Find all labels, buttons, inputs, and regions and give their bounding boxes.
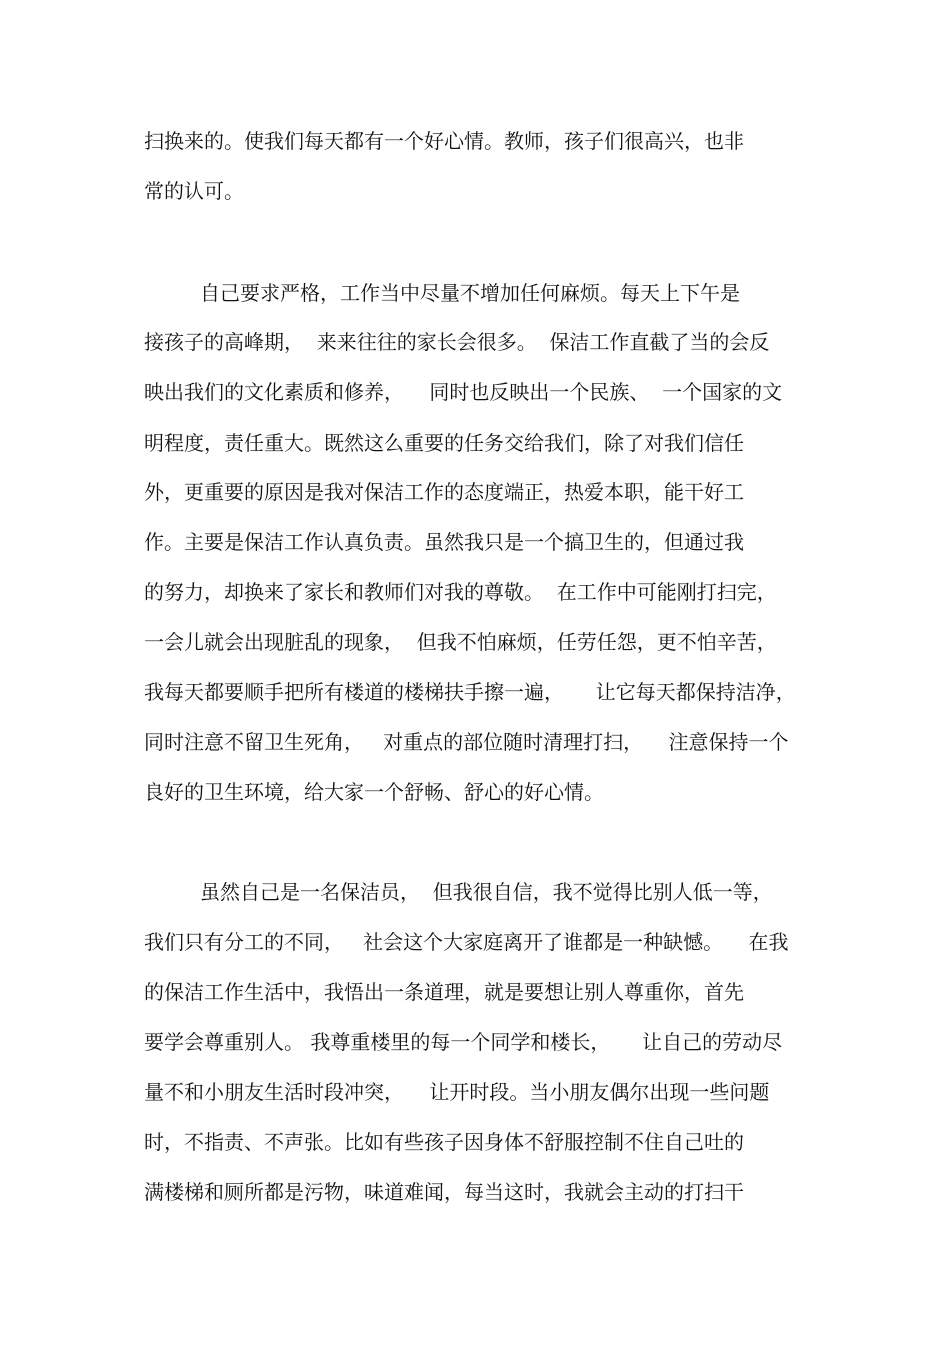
text-line: 同时注意不留卫生死角， 对重点的部位随时清理打扫， 注意保持一个: [144, 730, 789, 754]
text-line: 扫换来的。使我们每天都有一个好心情。教师，孩子们很高兴，也非: [144, 129, 744, 153]
text-line: 时，不指责、不声张。比如有些孩子因身体不舒服控制不住自己吐的: [144, 1130, 744, 1154]
text-line: 我每天都要顺手把所有楼道的楼梯扶手擦一遍， 让它每天都保持洁净，: [144, 680, 796, 704]
text-line: 良好的卫生环境，给大家一个舒畅、舒心的好心情。: [144, 780, 604, 804]
text-line: 常的认可。: [144, 179, 244, 203]
text-line: 映出我们的文化素质和修养， 同时也反映出一个民族、 一个国家的文: [144, 380, 783, 404]
text-line: 量不和小朋友生活时段冲突， 让开时段。当小朋友偶尔出现一些问题: [144, 1080, 770, 1104]
text-line: 接孩子的高峰期， 来来往往的家长会很多。 保洁工作直截了当的会反: [144, 330, 770, 354]
text-line: 要学会尊重别人。 我尊重楼里的每一个同学和楼长， 让自己的劳动尽: [144, 1030, 783, 1054]
text-line: 外，更重要的原因是我对保洁工作的态度端正，热爱本职，能干好工: [144, 480, 744, 504]
text-line: 自己要求严格，工作当中尽量不增加任何麻烦。每天上下午是: [200, 281, 740, 305]
text-line: 一会儿就会出现脏乱的现象， 但我不怕麻烦，任劳任怨，更不怕辛苦，: [144, 630, 777, 654]
text-line: 我们只有分工的不同， 社会这个大家庭离开了谁都是一种缺憾。 在我: [144, 930, 789, 954]
text-line: 明程度，责任重大。既然这么重要的任务交给我们，除了对我们信任: [144, 431, 744, 455]
text-line: 的努力，却换来了家长和教师们对我的尊敬。 在工作中可能刚打扫完，: [144, 580, 777, 604]
text-line: 满楼梯和厕所都是污物，味道难闻，每当这时，我就会主动的打扫干: [144, 1180, 744, 1204]
text-line: 的保洁工作生活中，我悟出一条道理，就是要想让别人尊重你，首先: [144, 980, 744, 1004]
text-line: 作。主要是保洁工作认真负责。虽然我只是一个搞卫生的，但通过我: [144, 530, 744, 554]
text-line: 虽然自己是一名保洁员， 但我很自信，我不觉得比别人低一等，: [200, 880, 773, 904]
